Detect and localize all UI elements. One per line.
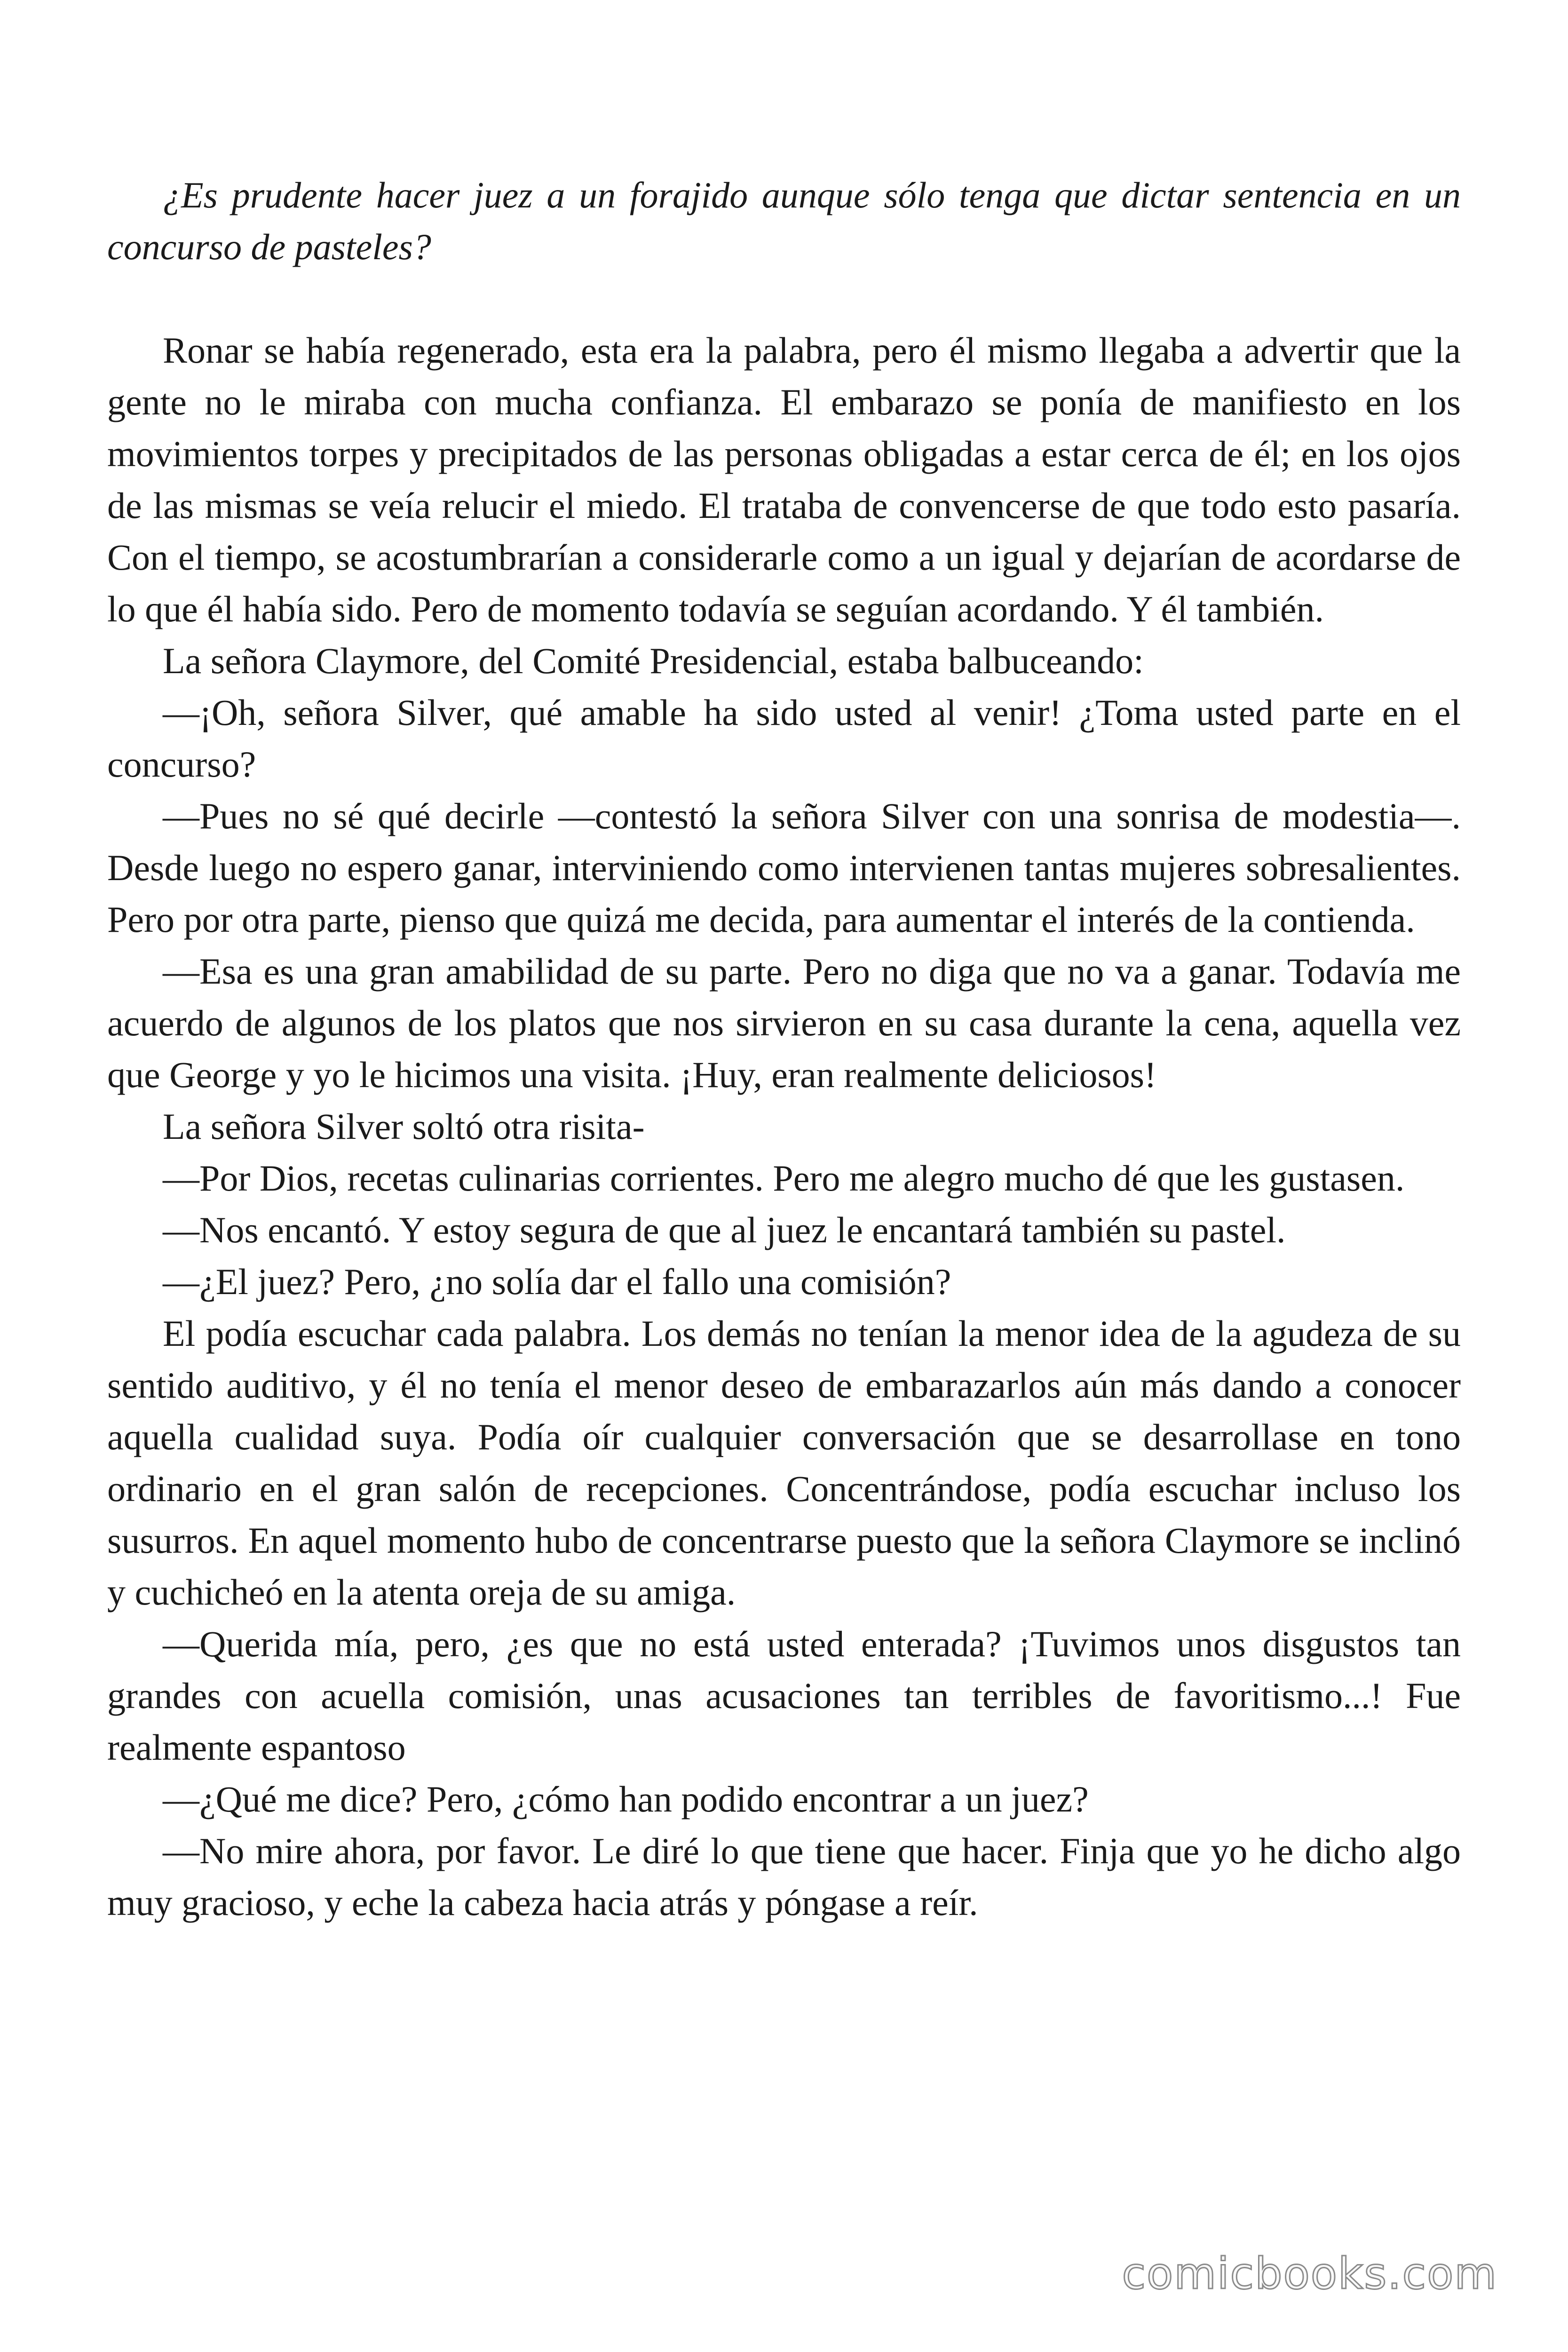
paragraph: —Nos encantó. Y estoy segura de que al juez le encantará también su pastel. [163, 1209, 1286, 1250]
paragraph: —¿Qué me dice? Pero, ¿cómo han podido encontrar a un juez? [163, 1779, 1089, 1820]
paragraph: —Esa es una gran amabilidad de su parte. Pero no diga que no va a ganar. Todavía me acuerdo de algunos de los platos que nos sirvieron en su casa durante la cena, aquella vez que George y yo le hicimos una visita. ¡Huy, eran realmente deliciosos! [107, 951, 1461, 1095]
watermark: comicbooks.com [1122, 2249, 1497, 2299]
epigraph: ¿Es prudente hacer juez a un forajido aunque sólo tenga que dictar sentencia en un concurso de pasteles? [107, 175, 1461, 267]
paragraph: —Por Dios, recetas culinarias corrientes. Pero me alegro mucho dé que les gustasen. [163, 1158, 1405, 1199]
paragraph: Ronar se había regenerado, esta era la palabra, pero él mismo llegaba a advertir que la gente no le miraba con mucha confianza. El embarazo se ponía de manifiesto en los movimientos torpes y precipitados de las personas obligadas a estar cerca de él; en los ojos de las mismas se veía relucir el miedo. El trataba de convencerse de que todo esto pasaría. Con el tiempo, se acostumbrarían a considerarle como a un igual y dejarían de acordarse de lo que él había sido. Pero de momento todavía se seguían acordando. Y él también. [107, 330, 1461, 629]
paragraph: —¿El juez? Pero, ¿no solía dar el fallo una comisión? [163, 1261, 951, 1302]
paragraph: La señora Claymore, del Comité Presidencial, estaba balbuceando: [163, 640, 1144, 681]
page-text [107, 169, 1461, 1929]
paragraph: El podía escuchar cada palabra. Los demás no tenían la menor idea de la agudeza de su sentido auditivo, y él no tenía el menor deseo de embarazarlos aún más dando a conocer aquella cualidad suya. Podía oír cualquier conversación que se desarrollase en tono ordinario en el gran salón de recepciones. Concentrándose, podía escuchar incluso los susurros. En aquel momento hubo de concentrarse puesto que la señora Claymore se inclinó y cuchicheó en la atenta oreja de su amiga. [107, 1313, 1461, 1613]
paragraph: —Pues no sé qué decirle —contestó la señora Silver con una sonrisa de modestia—. Desde luego no espero ganar, interviniendo como intervienen tantas mujeres sobresalientes. Pero por otra parte, pienso que quizá me decida, para aumentar el interés de la contienda. [107, 795, 1461, 940]
paragraph: —No mire ahora, por favor. Le diré lo que tiene que hacer. Finja que yo he dicho algo muy gracioso, y eche la cabeza hacia atrás y póngase a reír. [107, 1830, 1461, 1923]
paragraph: La señora Silver soltó otra risita- [163, 1106, 645, 1147]
paragraph: —Querida mía, pero, ¿es que no está usted enterada? ¡Tuvimos unos disgustos tan grandes con acuella comisión, unas acusaciones tan terribles de favoritismo...! Fue realmente espantoso [107, 1623, 1461, 1768]
paragraph: —¡Oh, señora Silver, qué amable ha sido usted al venir! ¿Toma usted parte en el concurso? [107, 692, 1461, 785]
